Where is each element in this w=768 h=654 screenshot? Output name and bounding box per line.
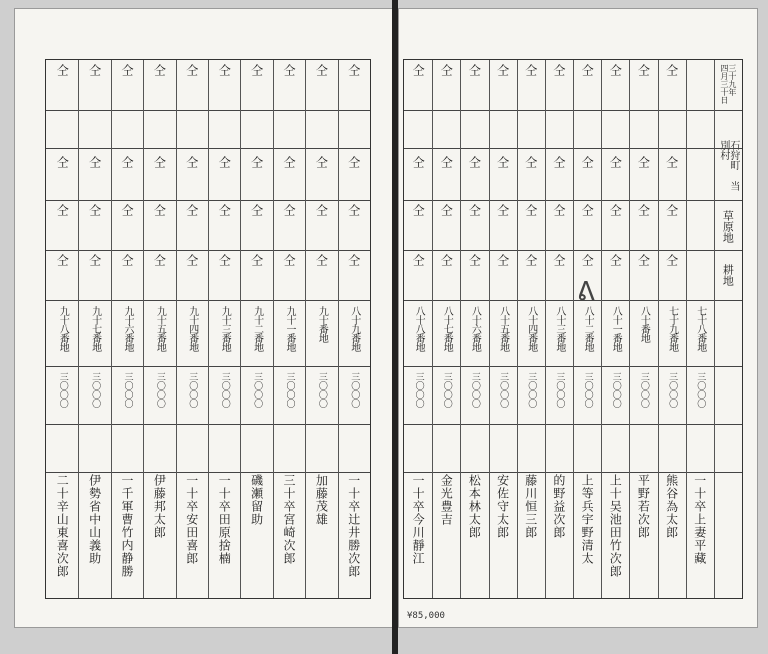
area-value: 三〇〇〇 — [284, 372, 295, 408]
ditto-mark: 仝 — [551, 156, 566, 168]
ditto-mark: 仝 — [495, 254, 510, 266]
lot-number: 八十六番地 — [469, 306, 481, 351]
lot-number: 八十七番地 — [441, 306, 453, 351]
ditto-mark: 仝 — [523, 64, 538, 76]
ditto-mark: 仝 — [184, 204, 199, 216]
ditto-mark: 仝 — [87, 156, 102, 168]
ditto-mark: 仝 — [495, 156, 510, 168]
owner-name: 伊勢省中山義助 — [87, 474, 102, 565]
lot-number: 九十番地 — [316, 306, 328, 342]
area-value: 三〇〇〇 — [90, 372, 101, 408]
ditto-mark: 仝 — [636, 254, 651, 266]
lot-number: 九十三番地 — [219, 306, 231, 351]
ditto-mark: 仝 — [580, 204, 595, 216]
area-value: 三〇〇〇 — [154, 372, 165, 408]
ledger-entry-column — [176, 60, 208, 598]
area-value: 三〇〇〇 — [219, 372, 230, 408]
ledger-entry-column — [111, 60, 143, 598]
ledger-entry-column — [601, 60, 629, 598]
ledger-entry-column — [658, 60, 686, 598]
ditto-mark: 仝 — [439, 156, 454, 168]
lot-number: 八十三番地 — [553, 306, 565, 351]
owner-name: 平野若次郎 — [636, 474, 651, 539]
ditto-mark: 仝 — [281, 64, 296, 76]
lot-number: 九十一番地 — [283, 306, 295, 351]
owner-name: 金光豊吉 — [439, 474, 454, 526]
owner-name: 一千軍曹竹内静勝 — [119, 474, 134, 578]
lot-number: 九十四番地 — [186, 306, 198, 351]
ditto-mark: 仝 — [467, 64, 482, 76]
area-value: 三〇〇〇 — [316, 372, 327, 408]
ditto-mark: 仝 — [523, 254, 538, 266]
ditto-mark: 仝 — [281, 156, 296, 168]
ditto-mark: 仝 — [217, 254, 232, 266]
ditto-mark: 仝 — [119, 156, 134, 168]
ledger-entry-column — [517, 60, 545, 598]
ledger-entry-column — [338, 60, 370, 598]
ditto-mark: 仝 — [664, 64, 679, 76]
owner-name: 松本林太郎 — [467, 474, 482, 539]
area-value: 三〇〇〇 — [582, 372, 593, 408]
lot-number: 八十四番地 — [525, 306, 537, 351]
area-value: 三〇〇〇 — [57, 372, 68, 408]
lot-number: 七十九番地 — [666, 306, 678, 351]
owner-name: 二十辛山東喜次郎 — [55, 474, 70, 578]
owner-name: 上等兵宇野清太 — [580, 474, 595, 565]
ditto-mark: 仝 — [523, 156, 538, 168]
area-value: 三〇〇〇 — [498, 372, 509, 408]
ditto-mark: 仝 — [636, 156, 651, 168]
lot-number: 八十八番地 — [413, 306, 425, 351]
ditto-mark: 仝 — [152, 204, 167, 216]
area-value: 三〇〇〇 — [441, 372, 452, 408]
ledger-entry-column — [240, 60, 272, 598]
column-divider — [714, 60, 715, 598]
owner-name: 藤川恒三郎 — [523, 474, 538, 539]
right-page — [398, 8, 758, 628]
ditto-mark: 仝 — [523, 204, 538, 216]
ditto-mark: 仝 — [411, 254, 426, 266]
ledger-entry-column — [489, 60, 517, 598]
ditto-mark: 仝 — [87, 254, 102, 266]
owner-name: 一十卒安田喜郎 — [184, 474, 199, 565]
ditto-mark: 仝 — [467, 204, 482, 216]
left-page — [14, 8, 394, 628]
area-value: 三〇〇〇 — [187, 372, 198, 408]
ditto-mark: 仝 — [495, 204, 510, 216]
ditto-mark: 仝 — [249, 64, 264, 76]
area-value: 三〇〇〇 — [122, 372, 133, 408]
ledger-entry-column — [404, 60, 432, 598]
lot-number: 八十五番地 — [497, 306, 509, 351]
ditto-mark: 仝 — [411, 64, 426, 76]
ditto-mark: 仝 — [281, 254, 296, 266]
ditto-mark: 仝 — [249, 204, 264, 216]
ditto-mark: 仝 — [281, 204, 296, 216]
ditto-mark: 仝 — [467, 156, 482, 168]
owner-name: 一十卒田原捨楠 — [217, 474, 232, 565]
header-use: 耕地 — [721, 264, 735, 286]
owner-name: 一十卒今川靜江 — [411, 474, 426, 565]
area-value: 三〇〇〇 — [610, 372, 621, 408]
ditto-mark: 仝 — [119, 64, 134, 76]
ditto-mark: 仝 — [608, 156, 623, 168]
ditto-mark: 仝 — [346, 156, 361, 168]
lot-number: 八十番地 — [638, 306, 650, 342]
owner-name: 安佐守太郎 — [495, 474, 510, 539]
ledger-entry-column — [573, 60, 601, 598]
owner-name: 加藤茂雄 — [314, 474, 329, 526]
area-value: 三〇〇〇 — [695, 372, 706, 408]
owner-name: 上十吴池田竹次郎 — [608, 474, 623, 578]
owner-name: 磯瀬留助 — [249, 474, 264, 526]
ditto-mark: 仝 — [551, 64, 566, 76]
header-column — [714, 60, 742, 598]
ledger-entry-column — [545, 60, 573, 598]
ditto-mark: 仝 — [119, 254, 134, 266]
ditto-mark: 仝 — [314, 254, 329, 266]
header-place: 石狩町 当別村 — [717, 140, 739, 191]
ditto-mark: 仝 — [467, 254, 482, 266]
pencil-check-mark: ᕕ — [577, 277, 595, 307]
ditto-mark: 仝 — [439, 204, 454, 216]
ditto-mark: 仝 — [346, 254, 361, 266]
ditto-mark: 仝 — [439, 64, 454, 76]
header-kind: 草原地 — [721, 210, 735, 243]
ditto-mark: 仝 — [411, 204, 426, 216]
lot-number: 九十五番地 — [154, 306, 166, 351]
area-value: 三〇〇〇 — [554, 372, 565, 408]
ditto-mark: 仝 — [636, 64, 651, 76]
lot-number: 九十六番地 — [121, 306, 133, 351]
lot-number: 七十八番地 — [694, 306, 706, 351]
ditto-mark: 仝 — [664, 156, 679, 168]
ledger-entry-column — [78, 60, 110, 598]
ditto-mark: 仝 — [346, 64, 361, 76]
ditto-mark: 仝 — [608, 204, 623, 216]
ditto-mark: 仝 — [55, 254, 70, 266]
ditto-mark: 仝 — [217, 156, 232, 168]
ditto-mark: 仝 — [608, 254, 623, 266]
ledger-entry-column — [432, 60, 460, 598]
ditto-mark: 仝 — [249, 156, 264, 168]
ditto-mark: 仝 — [119, 204, 134, 216]
ledger-entry-column — [46, 60, 78, 598]
ledger-entry-column — [143, 60, 175, 598]
ditto-mark: 仝 — [55, 156, 70, 168]
ditto-mark: 仝 — [87, 204, 102, 216]
ditto-mark: 仝 — [580, 64, 595, 76]
owner-name: 伊藤邦太郎 — [152, 474, 167, 539]
ditto-mark: 仝 — [217, 204, 232, 216]
ditto-mark: 仝 — [152, 254, 167, 266]
lot-number: 九十八番地 — [57, 306, 69, 351]
ditto-mark: 仝 — [580, 156, 595, 168]
price-stamp: ¥85,000 — [407, 611, 445, 621]
lot-number: 九十七番地 — [89, 306, 101, 351]
ditto-mark: 仝 — [551, 204, 566, 216]
ditto-mark: 仝 — [152, 156, 167, 168]
ditto-mark: 仝 — [495, 64, 510, 76]
owner-name: 熊谷為太郎 — [664, 474, 679, 539]
ditto-mark: 仝 — [152, 64, 167, 76]
left-ledger-grid — [45, 59, 371, 599]
area-value: 三〇〇〇 — [349, 372, 360, 408]
area-value: 三〇〇〇 — [252, 372, 263, 408]
ledger-entry-column — [305, 60, 337, 598]
ditto-mark: 仝 — [217, 64, 232, 76]
ditto-mark: 仝 — [184, 64, 199, 76]
ditto-mark: 仝 — [608, 64, 623, 76]
right-ledger-grid — [403, 59, 743, 599]
area-value: 三〇〇〇 — [469, 372, 480, 408]
area-value: 三〇〇〇 — [667, 372, 678, 408]
header-year: 三十九年 四月三十日 — [719, 64, 737, 104]
ditto-mark: 仝 — [87, 64, 102, 76]
owner-name: 一十卒上妻平藏 — [692, 474, 707, 565]
ditto-mark: 仝 — [439, 254, 454, 266]
lot-number: 九十二番地 — [251, 306, 263, 351]
ditto-mark: 仝 — [551, 254, 566, 266]
ditto-mark: 仝 — [636, 204, 651, 216]
ditto-mark: 仝 — [411, 156, 426, 168]
lot-number: 八十二番地 — [582, 306, 594, 351]
ledger-entry-column — [273, 60, 305, 598]
owner-name: 三十卒宮崎次郎 — [281, 474, 296, 565]
ditto-mark: 仝 — [346, 204, 361, 216]
ditto-mark: 仝 — [314, 156, 329, 168]
ledger-entry-column — [686, 60, 714, 598]
ditto-mark: 仝 — [55, 64, 70, 76]
ditto-mark: 仝 — [249, 254, 264, 266]
ledger-entry-column — [208, 60, 240, 598]
ditto-mark: 仝 — [184, 156, 199, 168]
ditto-mark: 仝 — [55, 204, 70, 216]
lot-number: 八十一番地 — [610, 306, 622, 351]
ditto-mark: 仝 — [314, 64, 329, 76]
ditto-mark: 仝 — [664, 204, 679, 216]
ditto-mark: 仝 — [580, 254, 595, 266]
ditto-mark: 仝 — [184, 254, 199, 266]
area-value: 三〇〇〇 — [413, 372, 424, 408]
ditto-mark: 仝 — [664, 254, 679, 266]
ledger-entry-column — [629, 60, 657, 598]
ledger-entry-column — [460, 60, 488, 598]
owner-name: 的野益次郎 — [551, 474, 566, 539]
area-value: 三〇〇〇 — [638, 372, 649, 408]
ditto-mark: 仝 — [314, 204, 329, 216]
area-value: 三〇〇〇 — [526, 372, 537, 408]
lot-number: 八十九番地 — [348, 306, 360, 351]
owner-name: 一十卒辻井勝次郎 — [346, 474, 361, 578]
